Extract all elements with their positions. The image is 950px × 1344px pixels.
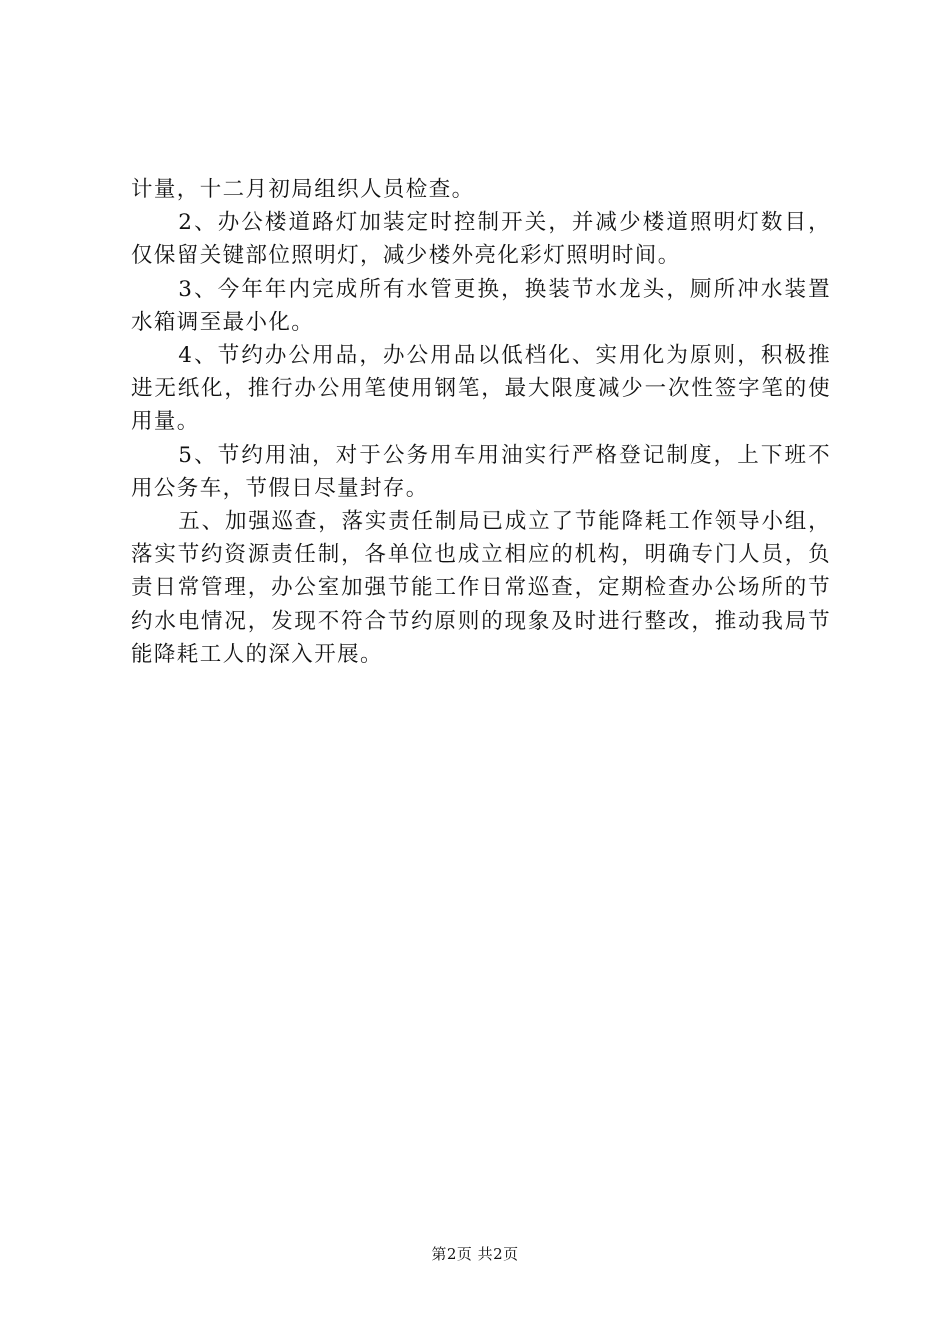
paragraph-item-3: 3、今年年内完成所有水管更换，换装节水龙头，厕所冲水装置水箱调至最小化。 bbox=[131, 276, 831, 335]
paragraph-item-4: 4、节约办公用品，办公用品以低档化、实用化为原则，积极推进无纸化，推行办公用笔使用钢笔，最大限度减少一次性签字笔的使用量。 bbox=[131, 343, 831, 435]
paragraph-continuation: 计量，十二月初局组织人员检查。 bbox=[131, 177, 475, 202]
document-body bbox=[131, 173, 831, 671]
paragraph-item-2: 2、办公楼道路灯加装定时控制开关，并减少楼道照明灯数目，仅保留关键部位照明灯，减少楼外亮化彩灯照明时间。 bbox=[131, 210, 831, 269]
page-number-footer: 第2页 共2页 bbox=[431, 1245, 519, 1263]
paragraph-section-5: 五、加强巡查，落实责任制局已成立了节能降耗工作领导小组，落实节约资源责任制，各单位也成立相应的机构，明确专门人员，负责日常管理，办公室加强节能工作日常巡查，定期检查办公场所的节约水电情况，发现不符合节约原则的现象及时进行整改，推动我局节能降耗工人的深入开展。 bbox=[131, 509, 831, 667]
paragraph-item-5: 5、节约用油，对于公务用车用油实行严格登记制度，上下班不用公务车，节假日尽量封存。 bbox=[131, 442, 831, 501]
